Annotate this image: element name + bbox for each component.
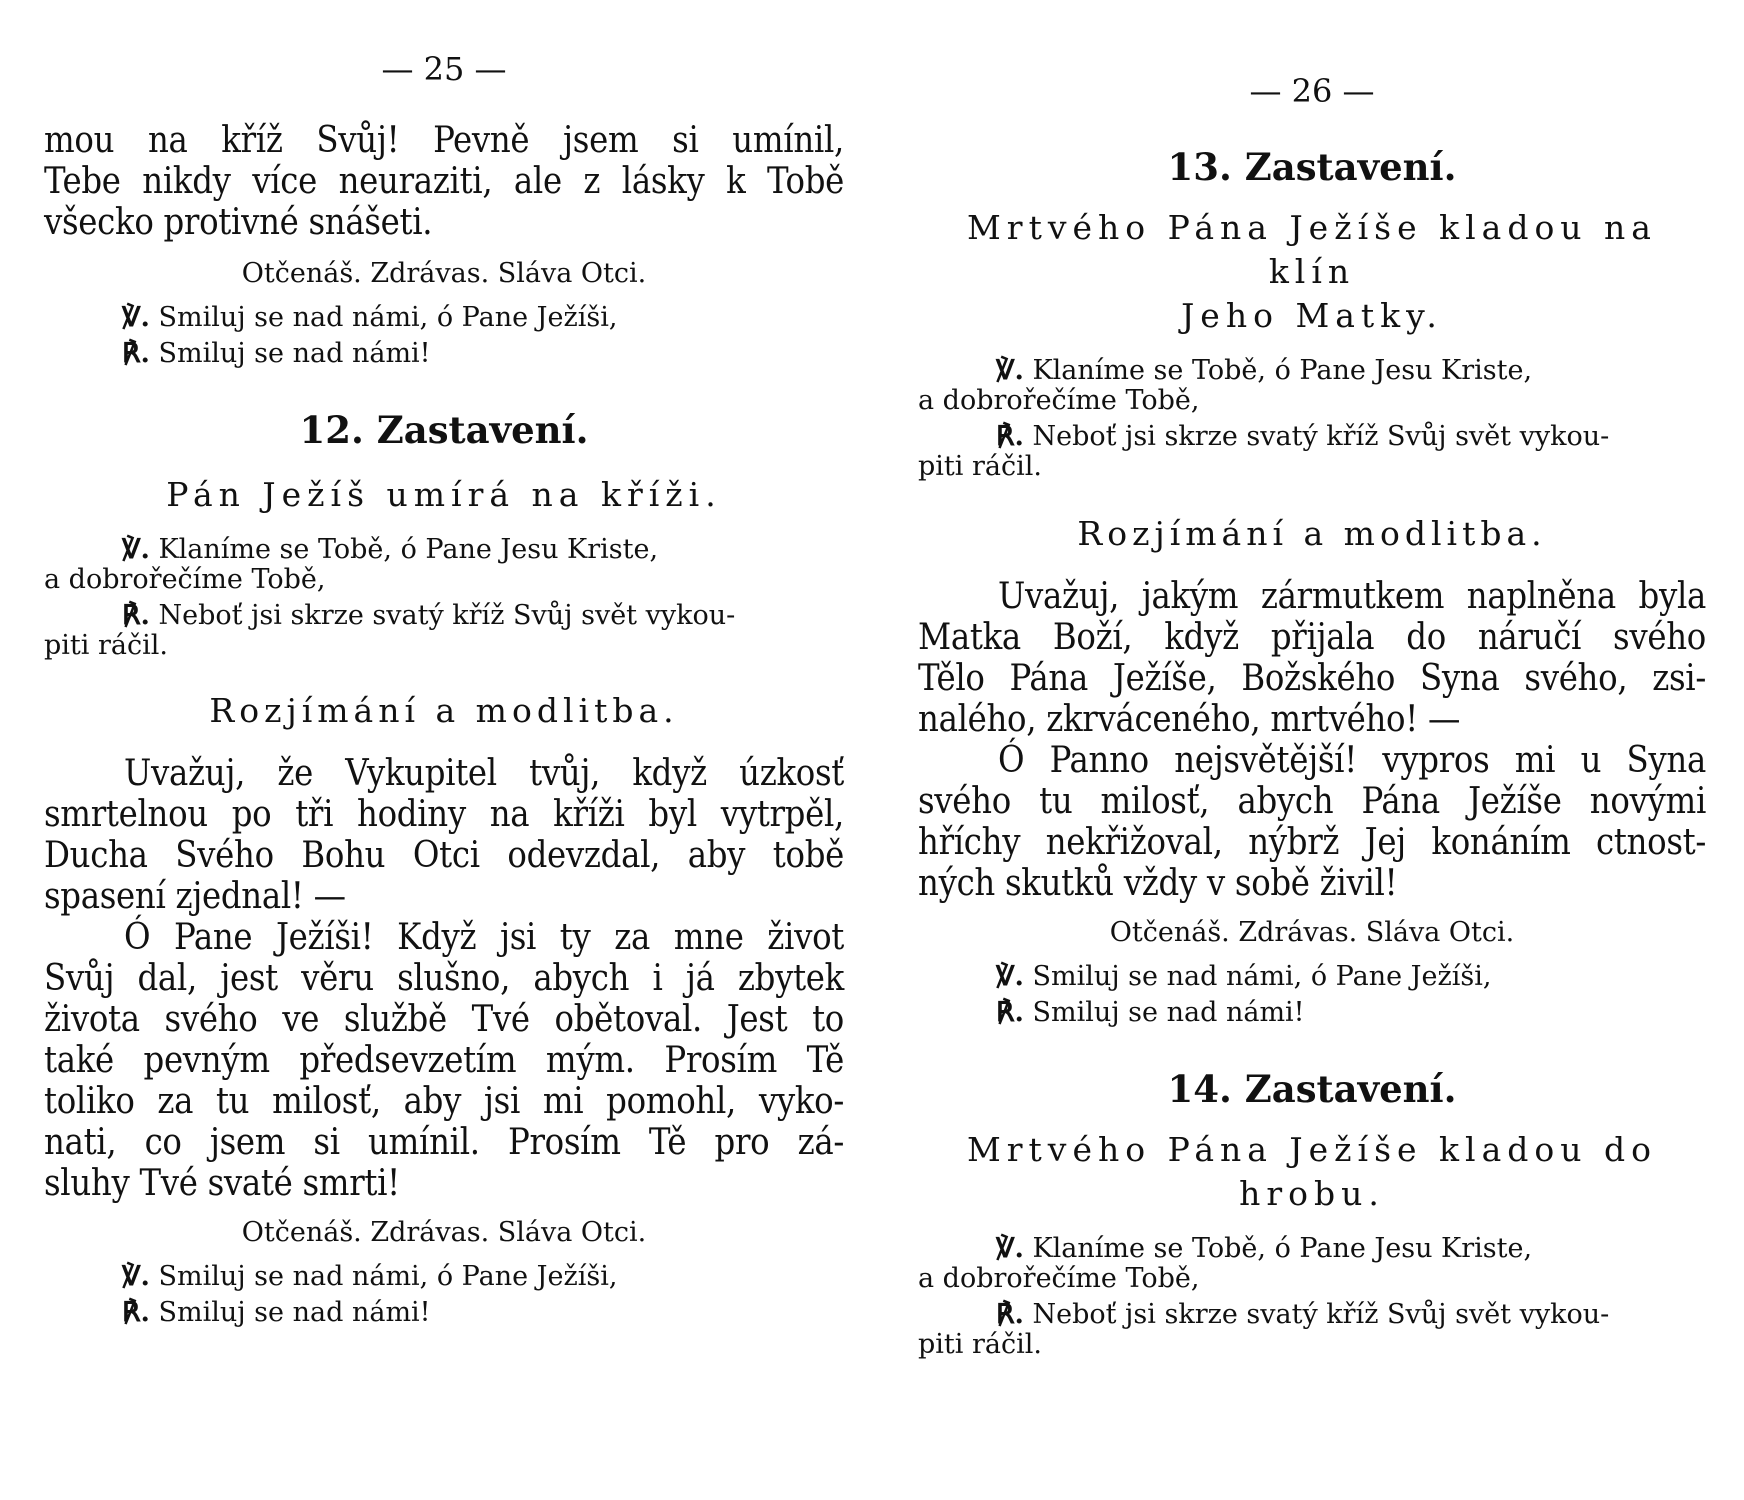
versicle-symbol: ℣. (122, 1261, 150, 1292)
versicle-text: Smiluj se nad námi, ó Pane Ježíši, (158, 1261, 618, 1292)
response (918, 422, 1706, 452)
response-text: Neboť jsi skrze svatý kříž Svůj svět vykou- (1032, 1299, 1610, 1330)
versicle-text: Smiluj se nad námi, ó Pane Ježíši, (1032, 961, 1492, 992)
meditation-title: Rozjímání a modlitba. (1077, 514, 1547, 553)
body-line: Ó Panno nejsvětější! vypros mi u Syna (998, 740, 1706, 781)
versicle (44, 535, 844, 565)
station-title: 12. Zastavení. (299, 408, 589, 452)
response-continuation: piti ráčil. (44, 630, 168, 661)
versicle-symbol: ℣. (996, 355, 1024, 386)
response (918, 998, 1706, 1028)
body-line: mou na kříž Svůj! Pevně jsem si umínil, (44, 120, 844, 161)
body-line: života svého ve službě Tvé obětoval. Jest to (44, 999, 844, 1040)
body-line: Svůj dal, jest věru slušno, abych i já zbytek (44, 958, 844, 999)
prayers-line: Otčenáš. Zdrávas. Sláva Otci. (1109, 917, 1515, 948)
body-line: Uvažuj, že Vykupitel tvůj, když úzkosť (124, 753, 844, 794)
versicle-text: Klaníme se Tobě, ó Pane Jesu Kriste, (1032, 1233, 1533, 1264)
body-line: smrtelnou po tři hodiny na kříži byl vytrpěl, (44, 794, 844, 835)
response-symbol: ℟. (122, 1297, 150, 1328)
body-line: všecko protivné snášeti. (44, 202, 433, 243)
body-line: Matka Boží, když přijala do náručí svého (918, 617, 1706, 658)
prayers-line: Otčenáš. Zdrávas. Sláva Otci. (241, 258, 647, 289)
response-text: Neboť jsi skrze svatý kříž Svůj svět vykou- (158, 600, 736, 631)
versicle-text: Klaníme se Tobě, ó Pane Jesu Kriste, (1032, 355, 1533, 386)
versicle-continuation: a dobrořečíme Tobě, (44, 564, 326, 595)
versicle-text: Smiluj se nad námi, ó Pane Ježíši, (158, 302, 618, 333)
paragraph (44, 753, 844, 917)
versicle-symbol: ℣. (122, 302, 150, 333)
versicle-symbol: ℣. (996, 1233, 1024, 1264)
versicle (44, 1262, 844, 1292)
response (44, 339, 844, 369)
body-line: nalého, zkrváceného, mrtvého! — (918, 699, 1461, 740)
response-text: Smiluj se nad námi! (1032, 997, 1305, 1028)
paragraph (44, 917, 844, 1204)
response-symbol: ℟. (996, 997, 1024, 1028)
paragraph (918, 740, 1706, 904)
versicle-symbol: ℣. (996, 961, 1024, 992)
response-continuation: piti ráčil. (918, 451, 1042, 482)
response (918, 1300, 1706, 1330)
versicle (918, 356, 1706, 386)
versicle-text: Klaníme se Tobě, ó Pane Jesu Kriste, (158, 534, 659, 565)
body-line: toliko za tu milosť, aby jsi mi pomohl, vyko- (44, 1081, 844, 1122)
body-line: sluhy Tvé svaté smrti! (44, 1163, 400, 1204)
station-subtitle: Pán Ježíš umírá na kříži. (166, 475, 722, 514)
meditation-title: Rozjímání a modlitba. (209, 691, 679, 730)
station-subtitle: Mrtvého Pána Ježíše kladou do (966, 1130, 1658, 1169)
body-line: Ducha Svého Bohu Otci odevzdal, aby tobě (44, 835, 844, 876)
page-number: — 25 — (381, 50, 507, 88)
station-title: 14. Zastavení. (1167, 1067, 1457, 1111)
versicle-symbol: ℣. (122, 534, 150, 565)
body-line: také pevným předsevzetím mým. Prosím Tě (44, 1040, 844, 1081)
body-line: Tělo Pána Ježíše, Božského Syna svého, zsi- (918, 658, 1706, 699)
body-line: Uvažuj, jakým zármutkem naplněna byla (998, 576, 1706, 617)
prayers-line: Otčenáš. Zdrávas. Sláva Otci. (241, 1217, 647, 1248)
station-subtitle: hrobu. (1239, 1174, 1385, 1213)
response-symbol: ℟. (996, 1299, 1024, 1330)
response-continuation: piti ráčil. (918, 1329, 1042, 1360)
body-line: spasení zjednal! — (44, 876, 346, 917)
station-subtitle: Jeho Matky. (1181, 296, 1443, 335)
body-line: Tebe nikdy více neuraziti, ale z lásky k Tobě (44, 161, 844, 202)
response-symbol: ℟. (122, 600, 150, 631)
versicle-continuation: a dobrořečíme Tobě, (918, 1263, 1200, 1294)
versicle-continuation: a dobrořečíme Tobě, (918, 385, 1200, 416)
body-line: hříchy nekřižoval, nýbrž Jej konáním ctnost- (918, 822, 1706, 863)
response (44, 601, 844, 631)
response (44, 1298, 844, 1328)
response-symbol: ℟. (996, 421, 1024, 452)
left-page (44, 0, 844, 1328)
page-number: — 26 — (1249, 72, 1375, 110)
response-text: Smiluj se nad námi! (158, 338, 431, 369)
right-page (918, 0, 1706, 1360)
versicle (918, 1234, 1706, 1264)
versicle (44, 303, 844, 333)
response-symbol: ℟. (122, 338, 150, 369)
paragraph (918, 576, 1706, 740)
versicle (918, 962, 1706, 992)
response-text: Smiluj se nad námi! (158, 1297, 431, 1328)
station-title: 13. Zastavení. (1167, 145, 1457, 189)
body-line: ných skutků vždy v sobě živil! (918, 863, 1398, 904)
body-line: Ó Pane Ježíši! Když jsi ty za mne život (124, 917, 844, 958)
body-line: nati, co jsem si umínil. Prosím Tě pro zá- (44, 1122, 844, 1163)
body-line: svého tu milosť, abych Pána Ježíše novými (918, 781, 1706, 822)
response-text: Neboť jsi skrze svatý kříž Svůj svět vykou- (1032, 421, 1610, 452)
station-subtitle: Mrtvého Pána Ježíše kladou na klín (967, 208, 1657, 291)
